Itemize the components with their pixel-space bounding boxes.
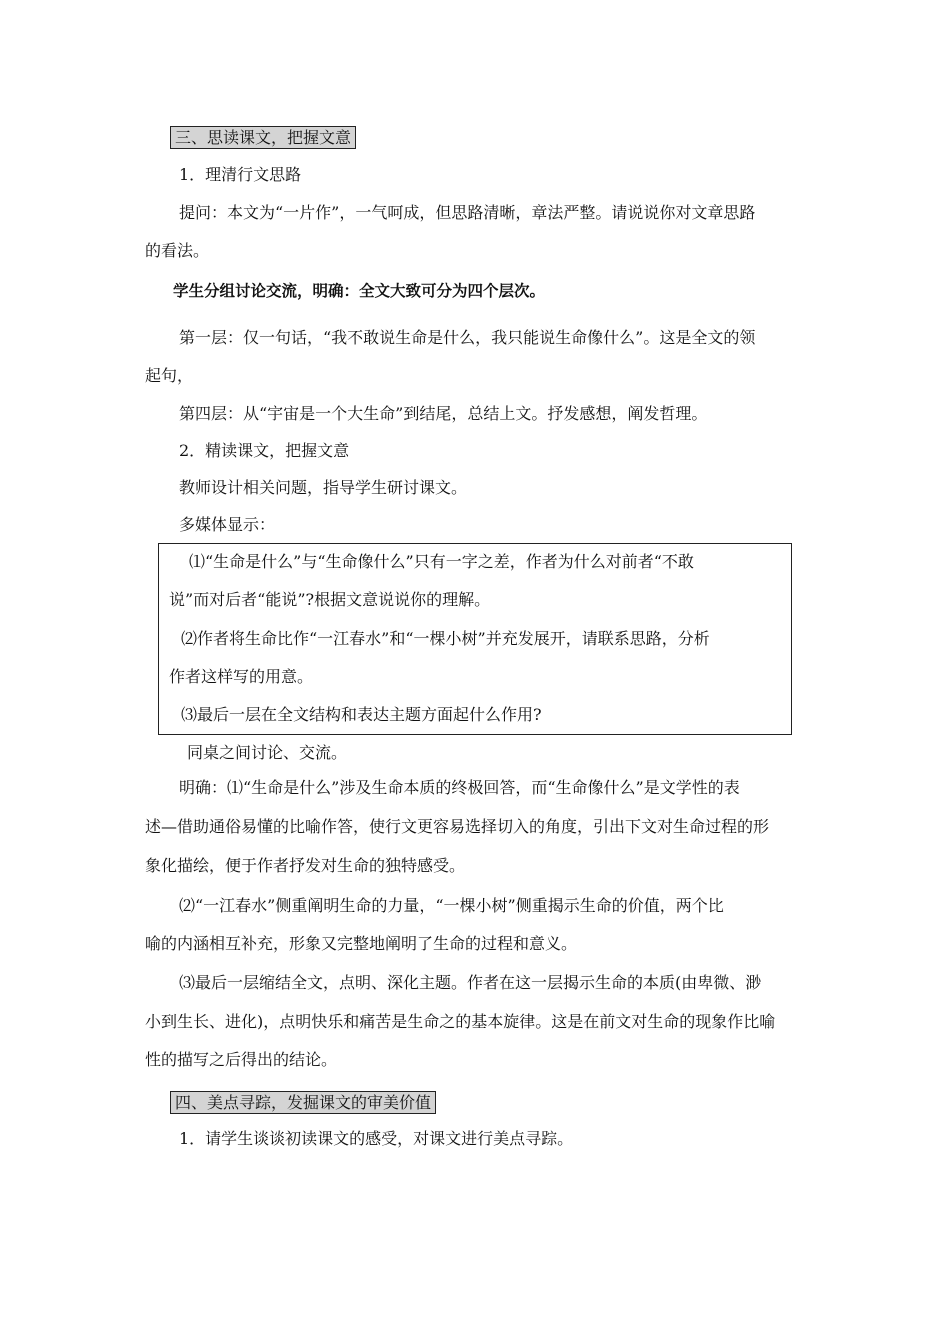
question-line-2: 的看法。 [145, 241, 210, 260]
question-box [158, 543, 792, 735]
box-q1-line-1: ⑴“生命是什么”与“生命像什么”只有一字之差，作者为什么对前者“不敢 [189, 552, 694, 571]
box-q1-line-2: 说”而对后者“能说”?根据文意说说你的理解。 [169, 590, 491, 609]
answer1-line-2: 述—借助通俗易懂的比喻作答，使行文更容易选择切入的角度，引出下文对生命过程的形 [145, 817, 770, 836]
discussion-line: 学生分组讨论交流，明确：全文大致可分为四个层次。 [173, 282, 546, 300]
multimedia-line: 多媒体显示： [179, 515, 276, 534]
answer2-line-1: ⑵“一江春水”侧重阐明生命的力量，“一棵小树”侧重揭示生命的价值，两个比 [179, 896, 724, 915]
answer3-line-3: 性的描写之后得出的结论。 [145, 1050, 338, 1069]
question-line-1: 提问：本文为“一片作”，一气呵成，但思路清晰，章法严整。请说说你对文章思路 [179, 203, 756, 222]
item2-title: 2．精读课文，把握文意 [179, 441, 350, 460]
layer1-line-1: 第一层：仅一句话，“我不敢说生命是什么，我只能说生命像什么”。这是全文的领 [179, 328, 756, 347]
layer1-line-2: 起句， [145, 366, 194, 385]
box-q2-line-2: 作者这样写的用意。 [169, 667, 314, 686]
box-q2-line-1: ⑵作者将生命比作“一江春水”和“一棵小树”并充发展开，请联系思路，分析 [181, 629, 710, 648]
item1-title: 1．理清行文思路 [179, 165, 302, 184]
box-q3-line: ⑶最后一层在全文结构和表达主题方面起什么作用? [181, 705, 542, 724]
section3-heading: 三、思读课文，把握文意 [170, 126, 356, 149]
answer3-line-2: 小到生长、进化)，点明快乐和痛苦是生命之的基本旋律。这是在前文对生命的现象作比喻 [145, 1012, 776, 1031]
peer-discussion-line: 同桌之间讨论、交流。 [187, 743, 348, 762]
answer1-line-1: 明确：⑴“生命是什么”涉及生命本质的终极回答，而“生命像什么”是文学性的表 [179, 778, 740, 797]
answer3-line-1: ⑶最后一层缩结全文，点明、深化主题。作者在这一层揭示生命的本质(由卑微、渺 [179, 973, 762, 992]
section4-heading: 四、美点寻踪，发掘课文的审美价值 [170, 1091, 436, 1114]
layer4-line: 第四层：从“宇宙是一个大生命”到结尾，总结上文。抒发感想，阐发哲理。 [179, 404, 708, 423]
section4-item1: 1．请学生谈谈初读课文的感受，对课文进行美点寻踪。 [179, 1129, 574, 1148]
answer1-line-3: 象化描绘，便于作者抒发对生命的独特感受。 [145, 856, 466, 875]
answer2-line-2: 喻的内涵相互补充，形象又完整地阐明了生命的过程和意义。 [145, 934, 578, 953]
teacher-design-line: 教师设计相关问题，指导学生研讨课文。 [179, 478, 468, 497]
